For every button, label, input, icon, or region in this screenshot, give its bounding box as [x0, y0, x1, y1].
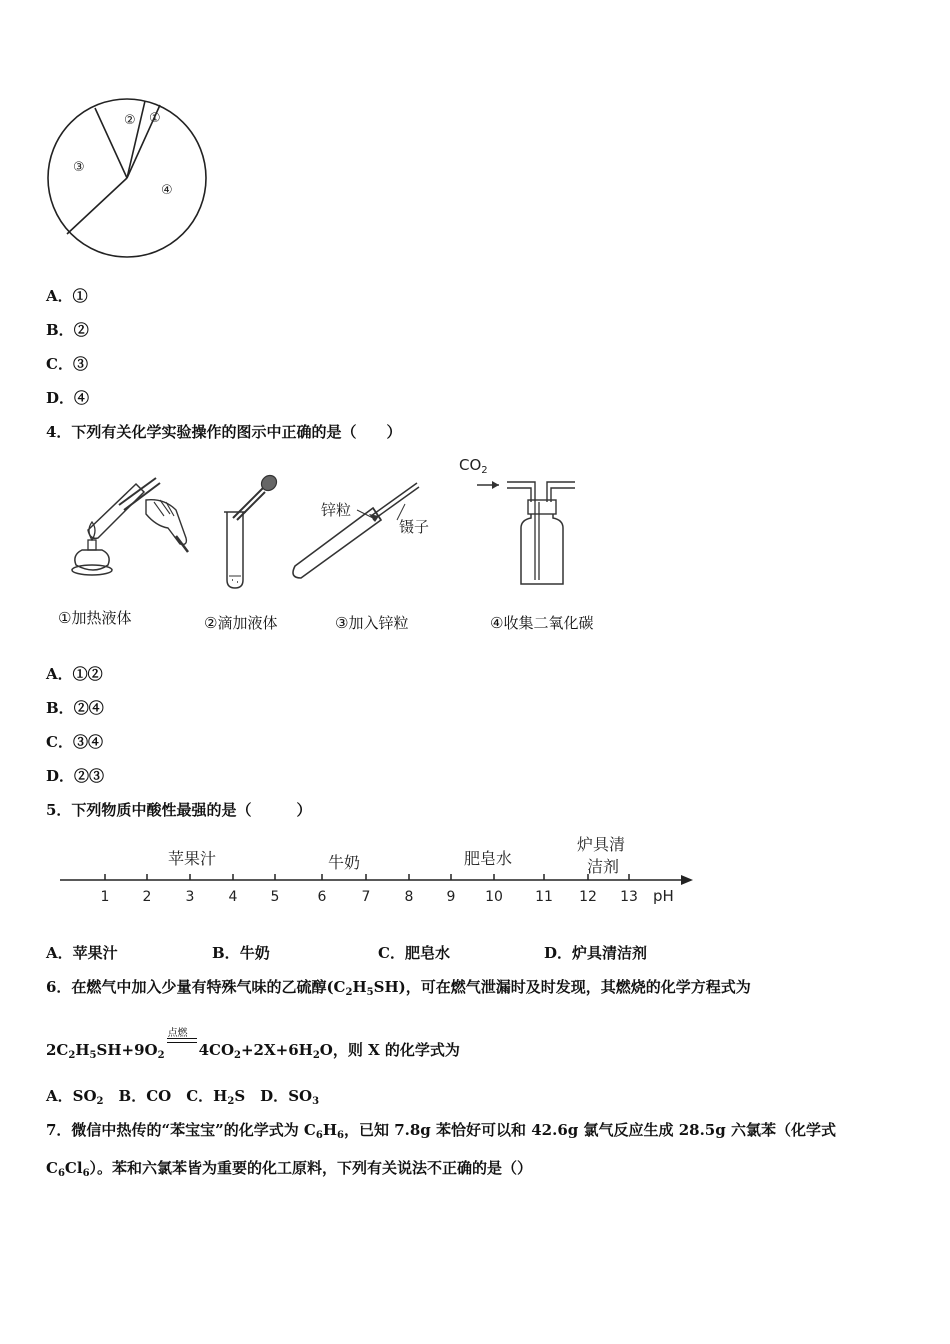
q7-stem-line2: $C_6Cl_6$）。苯和六氯苯皆为重要的化工原料，下列有关说法不正确的是（）: [46, 1159, 533, 1179]
ph-tick-label: 9: [446, 889, 456, 905]
ph-tick-label: 13: [620, 889, 638, 905]
option-text: 肥皂水: [404, 944, 450, 962]
ph-item-apple-juice: 苹果汁: [168, 849, 217, 868]
option-letter: D．: [544, 944, 573, 962]
q4-option-b[interactable]: [46, 698, 104, 718]
option-text: ①②: [72, 665, 103, 683]
q4-stem: 4．下列有关化学实验操作的图示中正确的是（ ）: [46, 423, 402, 441]
q7-stem-line1: 7．微信中热传的“苯宝宝”的化学式为 $C_6H_6$，已知 7.8g 苯恰好可以和 42.6g 氯气反应生成 28.5g 六氯苯（化学式: [46, 1121, 836, 1141]
ph-tick-label: 11: [535, 889, 553, 905]
option-letter: B．: [46, 321, 74, 339]
option-letter: C．: [46, 733, 73, 751]
option-text: ②③: [74, 767, 105, 785]
ph-tick-label: 6: [317, 889, 327, 905]
q6-equation: $2C_2H_5SH+9O_2$ 点燃 $4CO_2+2X+6H_2O$，则 X 的化学式为: [46, 1028, 460, 1061]
lab-figure-heating-liquid: [64, 470, 194, 590]
option-letter: D．: [46, 767, 75, 785]
lab-figure-adding-zinc: [285, 478, 440, 588]
zinc-label: 锌粒: [321, 501, 352, 519]
option-text: ③: [72, 355, 88, 373]
option-letter: B．: [46, 699, 74, 717]
q5-option-d[interactable]: [544, 943, 647, 963]
q6-option-a[interactable]: A．$SO_2$: [46, 1087, 104, 1107]
ph-tick-label: 10: [485, 889, 503, 905]
q4-caption-3: ③加入锌粒: [335, 614, 409, 632]
q5-option-b[interactable]: [212, 943, 378, 963]
option-letter: A．: [46, 665, 73, 683]
q3-option-a[interactable]: [46, 286, 88, 306]
q5-option-c[interactable]: [378, 943, 544, 963]
ph-tick-label: 4: [228, 889, 238, 905]
pie-label-1: ①: [149, 111, 161, 126]
option-letter: A．: [46, 287, 73, 305]
ph-tick-label: 7: [361, 889, 371, 905]
option-text: ①: [72, 287, 88, 305]
q6-stem: 6．在燃气中加入少量有特殊气味的乙硫醇$(C_2H_5SH)$，可在燃气泄漏时及时发现，其燃烧的化学方程式为: [46, 978, 751, 998]
ph-scale-figure: [55, 828, 705, 913]
q3-option-c[interactable]: [46, 354, 88, 374]
q6-option-d[interactable]: D．$SO_3$: [260, 1087, 320, 1107]
option-letter: A．: [46, 944, 73, 962]
q4-caption-4: ④收集二氧化碳: [490, 614, 594, 632]
q4-option-d[interactable]: [46, 766, 104, 786]
ph-axis-arrow: [681, 875, 693, 885]
option-letter: C．: [378, 944, 405, 962]
ph-tick-label: 5: [270, 889, 280, 905]
ph-item-soap-water: 肥皂水: [464, 849, 513, 868]
q4-option-c[interactable]: [46, 732, 103, 752]
ph-item-stove-cleaner-line2: 洁剂: [587, 857, 620, 876]
option-letter: B．: [212, 944, 240, 962]
q5-stem: 5．下列物质中酸性最强的是（ ）: [46, 801, 312, 819]
co2-label: $CO_2$: [459, 456, 488, 476]
q4-caption-1: ①加热液体: [58, 609, 132, 627]
option-text: ④: [74, 389, 90, 407]
lab-figure-dropping-liquid: [215, 472, 285, 592]
reaction-condition: 点燃: [165, 1040, 199, 1060]
tweezers-label: 镊子: [399, 518, 430, 536]
option-letter: D．: [46, 389, 75, 407]
option-text: 炉具清洁剂: [572, 944, 648, 962]
q4-caption-2: ②滴加液体: [204, 614, 278, 632]
q5-options-row: [46, 943, 647, 963]
q5-option-a[interactable]: [46, 943, 212, 963]
ph-tick-label: 2: [142, 889, 152, 905]
option-text: ②④: [73, 699, 104, 717]
option-text: ②: [73, 321, 89, 339]
pie-label-2: ②: [124, 113, 136, 128]
ph-tick-label: 1: [100, 889, 110, 905]
q4-option-a[interactable]: [46, 664, 103, 684]
ph-axis-label: pH: [653, 887, 674, 905]
option-letter: C．: [46, 355, 73, 373]
q6-options-row: [46, 1086, 319, 1106]
q3-option-b[interactable]: [46, 320, 89, 340]
pie-chart-figure: [40, 95, 215, 265]
pie-label-4: ④: [161, 183, 173, 198]
q6-option-b[interactable]: B．CO: [118, 1087, 172, 1105]
pie-divider-1: [95, 108, 127, 178]
pie-label-3: ③: [73, 160, 85, 175]
ph-item-stove-cleaner-line1: 炉具清: [577, 835, 626, 854]
lab-figure-collecting-co2: [455, 452, 585, 592]
pie-divider-4: [67, 178, 127, 234]
ph-tick-label: 8: [404, 889, 414, 905]
ph-tick-label: 3: [185, 889, 195, 905]
option-text: 苹果汁: [72, 944, 118, 962]
ph-tick-label: 12: [579, 889, 597, 905]
option-text: 牛奶: [239, 944, 270, 962]
ph-item-milk: 牛奶: [328, 853, 361, 872]
q3-option-d[interactable]: [46, 388, 89, 408]
option-text: ③④: [72, 733, 103, 751]
q6-option-c[interactable]: C．$H_2S$: [186, 1087, 246, 1107]
